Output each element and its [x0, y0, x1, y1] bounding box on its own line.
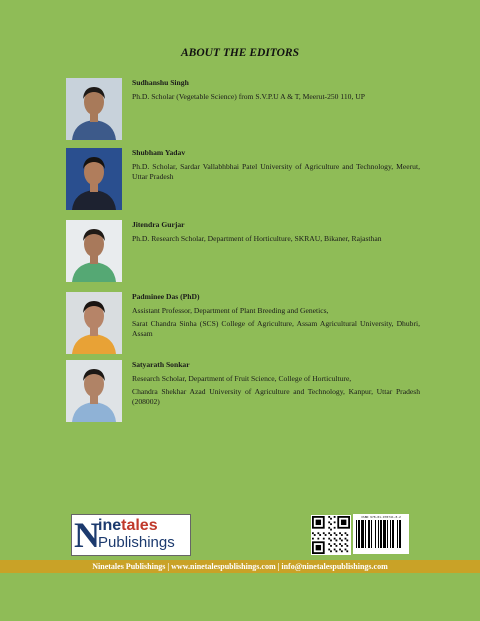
isbn-barcode [353, 514, 409, 554]
page-title: ABOUT THE EDITORS [180, 47, 299, 59]
barcode-graphic [353, 514, 409, 554]
logo-wordmark-bottom: Publishings [98, 534, 175, 551]
isbn-number: ISBN 978-81-978741-8-2 [361, 515, 401, 519]
editor-info [132, 78, 420, 105]
logo-top-accent: tales [121, 517, 158, 534]
editor-description: Chandra Shekhar Azad University of Agriculture and Technology, Kanpur, Uttar Pradesh (208002) [132, 387, 420, 406]
editor-description: Assistant Professor, Department of Plant Breeding and Genetics, [132, 306, 329, 315]
editor-name: Shubham Yadav [132, 148, 186, 157]
editor-name: Sudhanshu Singh [132, 78, 189, 87]
logo-wordmark-top [98, 517, 158, 535]
editor-photo [66, 292, 122, 354]
editor-photo [66, 360, 122, 422]
qr-code [311, 515, 351, 555]
footer-contact-bar: Ninetales Publishings | www.ninetalespublishings.com | info@ninetalespublishings.com [0, 560, 480, 573]
logo-top-main: ine [98, 517, 122, 534]
publisher-logo [71, 514, 191, 556]
editor-description: Sarat Chandra Sinha (SCS) College of Agriculture, Assam Agricultural University, Dhubri, Assam [132, 319, 420, 338]
editor-photo [66, 220, 122, 282]
editor-name: Jitendra Gurjar [132, 220, 185, 229]
editor-name: Satyarath Sonkar [132, 360, 190, 369]
editor-description: Ph.D. Scholar, Sardar Vallabhbhai Patel University of Agriculture and Technology, Meerut, Uttar Pradesh [132, 162, 420, 181]
editor-info [132, 292, 420, 342]
editor-description: Ph.D. Research Scholar, Department of Horticulture, SKRAU, Bikaner, Rajasthan [132, 234, 382, 243]
editor-description: Ph.D. Scholar (Vegetable Science) from S.V.P.U A & T, Meerut-250 110, UP [132, 92, 365, 101]
editor-description: Research Scholar, Department of Fruit Science, College of Horticulture, [132, 374, 352, 383]
editor-info [132, 360, 420, 410]
qr-code-graphic [312, 516, 350, 554]
editor-photo [66, 148, 122, 210]
logo-letter: N [74, 515, 100, 555]
editor-info [132, 148, 420, 185]
editor-name: Padminee Das (PhD) [132, 292, 200, 301]
editor-info [132, 220, 420, 247]
editor-photo [66, 78, 122, 140]
